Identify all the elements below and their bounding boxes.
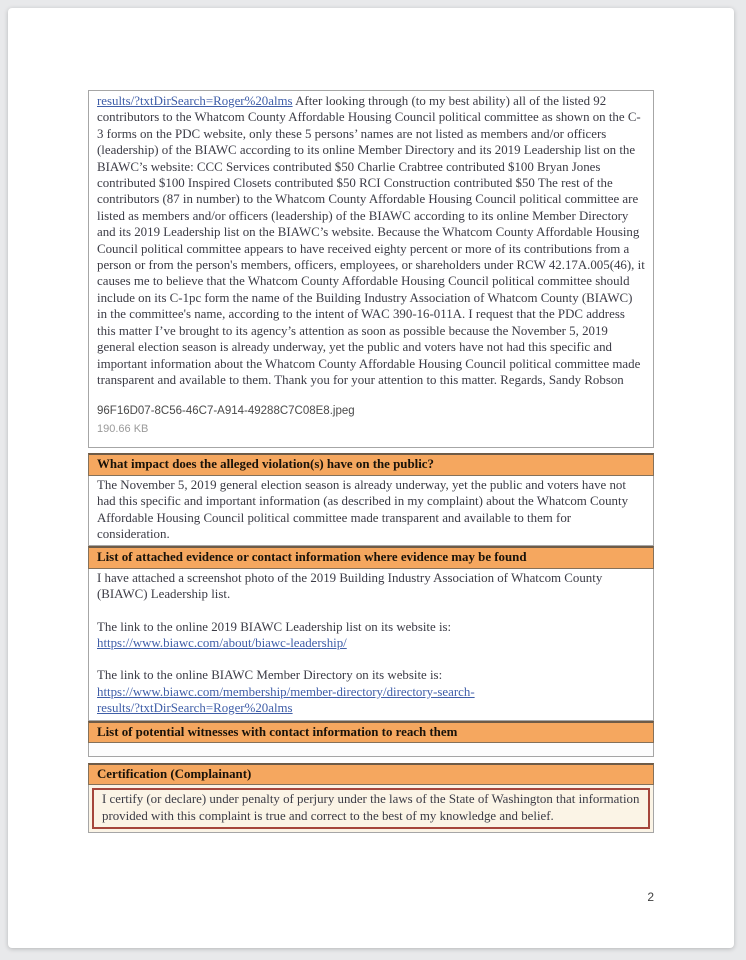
section-header-evidence: List of attached evidence or contact information where evidence may be found [88, 546, 654, 568]
attachment-filesize: 190.66 KB [97, 423, 149, 436]
directory-link-part-1: https://www.biawc.com/membership/member-directory/directory-search- [97, 684, 475, 699]
evidence-leadership-link-line [97, 635, 645, 651]
biawc-leadership-link[interactable]: https://www.biawc.com/about/biawc-leadership/ [97, 635, 347, 650]
attachment-filename[interactable]: 96F16D07-8C56-46C7-A914-49288C7C08E8.jpeg [97, 405, 355, 418]
attachment-item[interactable] [97, 404, 645, 437]
member-directory-results-link[interactable]: results/?txtDirSearch=Roger%20alms [97, 94, 293, 108]
page-number: 2 [647, 890, 654, 904]
directory-link-part-2: results/?txtDirSearch=Roger%20alms [97, 701, 293, 716]
document-page [8, 8, 734, 948]
impact-text: The November 5, 2019 general election season is already underway, yet the public and voters have not had this specific and important information (as described in my complaint) about the Whatcom County Affordable Housing Council political committee made transparent and available to them for consideration. [97, 477, 629, 541]
section-body-impact [88, 476, 654, 547]
section-body-evidence [88, 569, 654, 721]
evidence-leadership-intro: The link to the online 2019 BIAWC Leadership list on its website is: [97, 619, 452, 634]
biawc-member-directory-link[interactable] [97, 685, 475, 715]
certification-statement: I certify (or declare) under penalty of perjury under the laws of the State of Washington that information provided with this complaint is true and correct to the best of my knowledge and belief. [102, 792, 640, 823]
evidence-paragraph-1: I have attached a screenshot photo of the 2019 Building Industry Association of Whatcom County (BIAWC) Leadership list. [97, 570, 603, 602]
certification-cell [88, 785, 654, 833]
section-header-certification: Certification (Complainant) [88, 763, 654, 785]
complaint-form [88, 90, 654, 833]
certification-statement-box [92, 788, 650, 829]
complaint-description-text: After looking through (to my best ability) all of the listed 92 contributors to the Whatcom County Affordable Housing Council political committee as shown on the C-3 forms on the PDC website, only these 5 persons’ names are not listed as members and/or officers (leadership) of the BIAWC according to its online Member Directory and its 2019 Leadership list on the BIAWC’s website: CCC Services contributed $50 Charlie Crabtree contributed $100 Bryan Jones contributed $100 Inspired Closets contributed $50 RCI Construction contributed $50 The rest of the contributors (87 in number) to the Whatcom County Affordable Housing Council political committee are listed as members and/or officers (leadership) of the BIAWC according to its online Member Directory and its 2019 Leadership list on the BIAWC’s website. Because the Whatcom County Affordable Housing Council political committee appears to have received eighty percent or more of its contributions from a person or from the person's members, officers, employees, or shareholders under RCW 42.17A.005(46), it causes me to believe that the Whatcom County Affordable Housing Council political committee should include on its C-1pc form the name of the Building Industry Association of Whatcom County (BIAWC) in the committee's name, according to the intent of WAC 390-16-011A. I request that the PDC address this matter I’ve brought to its agency’s attention as soon as possible because the November 5, 2019 general election season is already underway, yet the public and voters have not had this specific and important information about the Whatcom County Affordable Housing Council political committee made transparent and available to them. Thank you for your attention to this matter. Regards, Sandy Robson [97, 94, 649, 387]
witnesses-empty-cell [88, 743, 654, 757]
evidence-directory-intro: The link to the online BIAWC Member Directory on its website is: [97, 668, 443, 683]
section-header-impact: What impact does the alleged violation(s) have on the public? [88, 453, 654, 475]
complaint-description-cell [88, 90, 654, 448]
section-header-witnesses: List of potential witnesses with contact information to reach them [88, 721, 654, 743]
evidence-directory-link-line [97, 684, 645, 717]
complaint-description [97, 93, 649, 388]
